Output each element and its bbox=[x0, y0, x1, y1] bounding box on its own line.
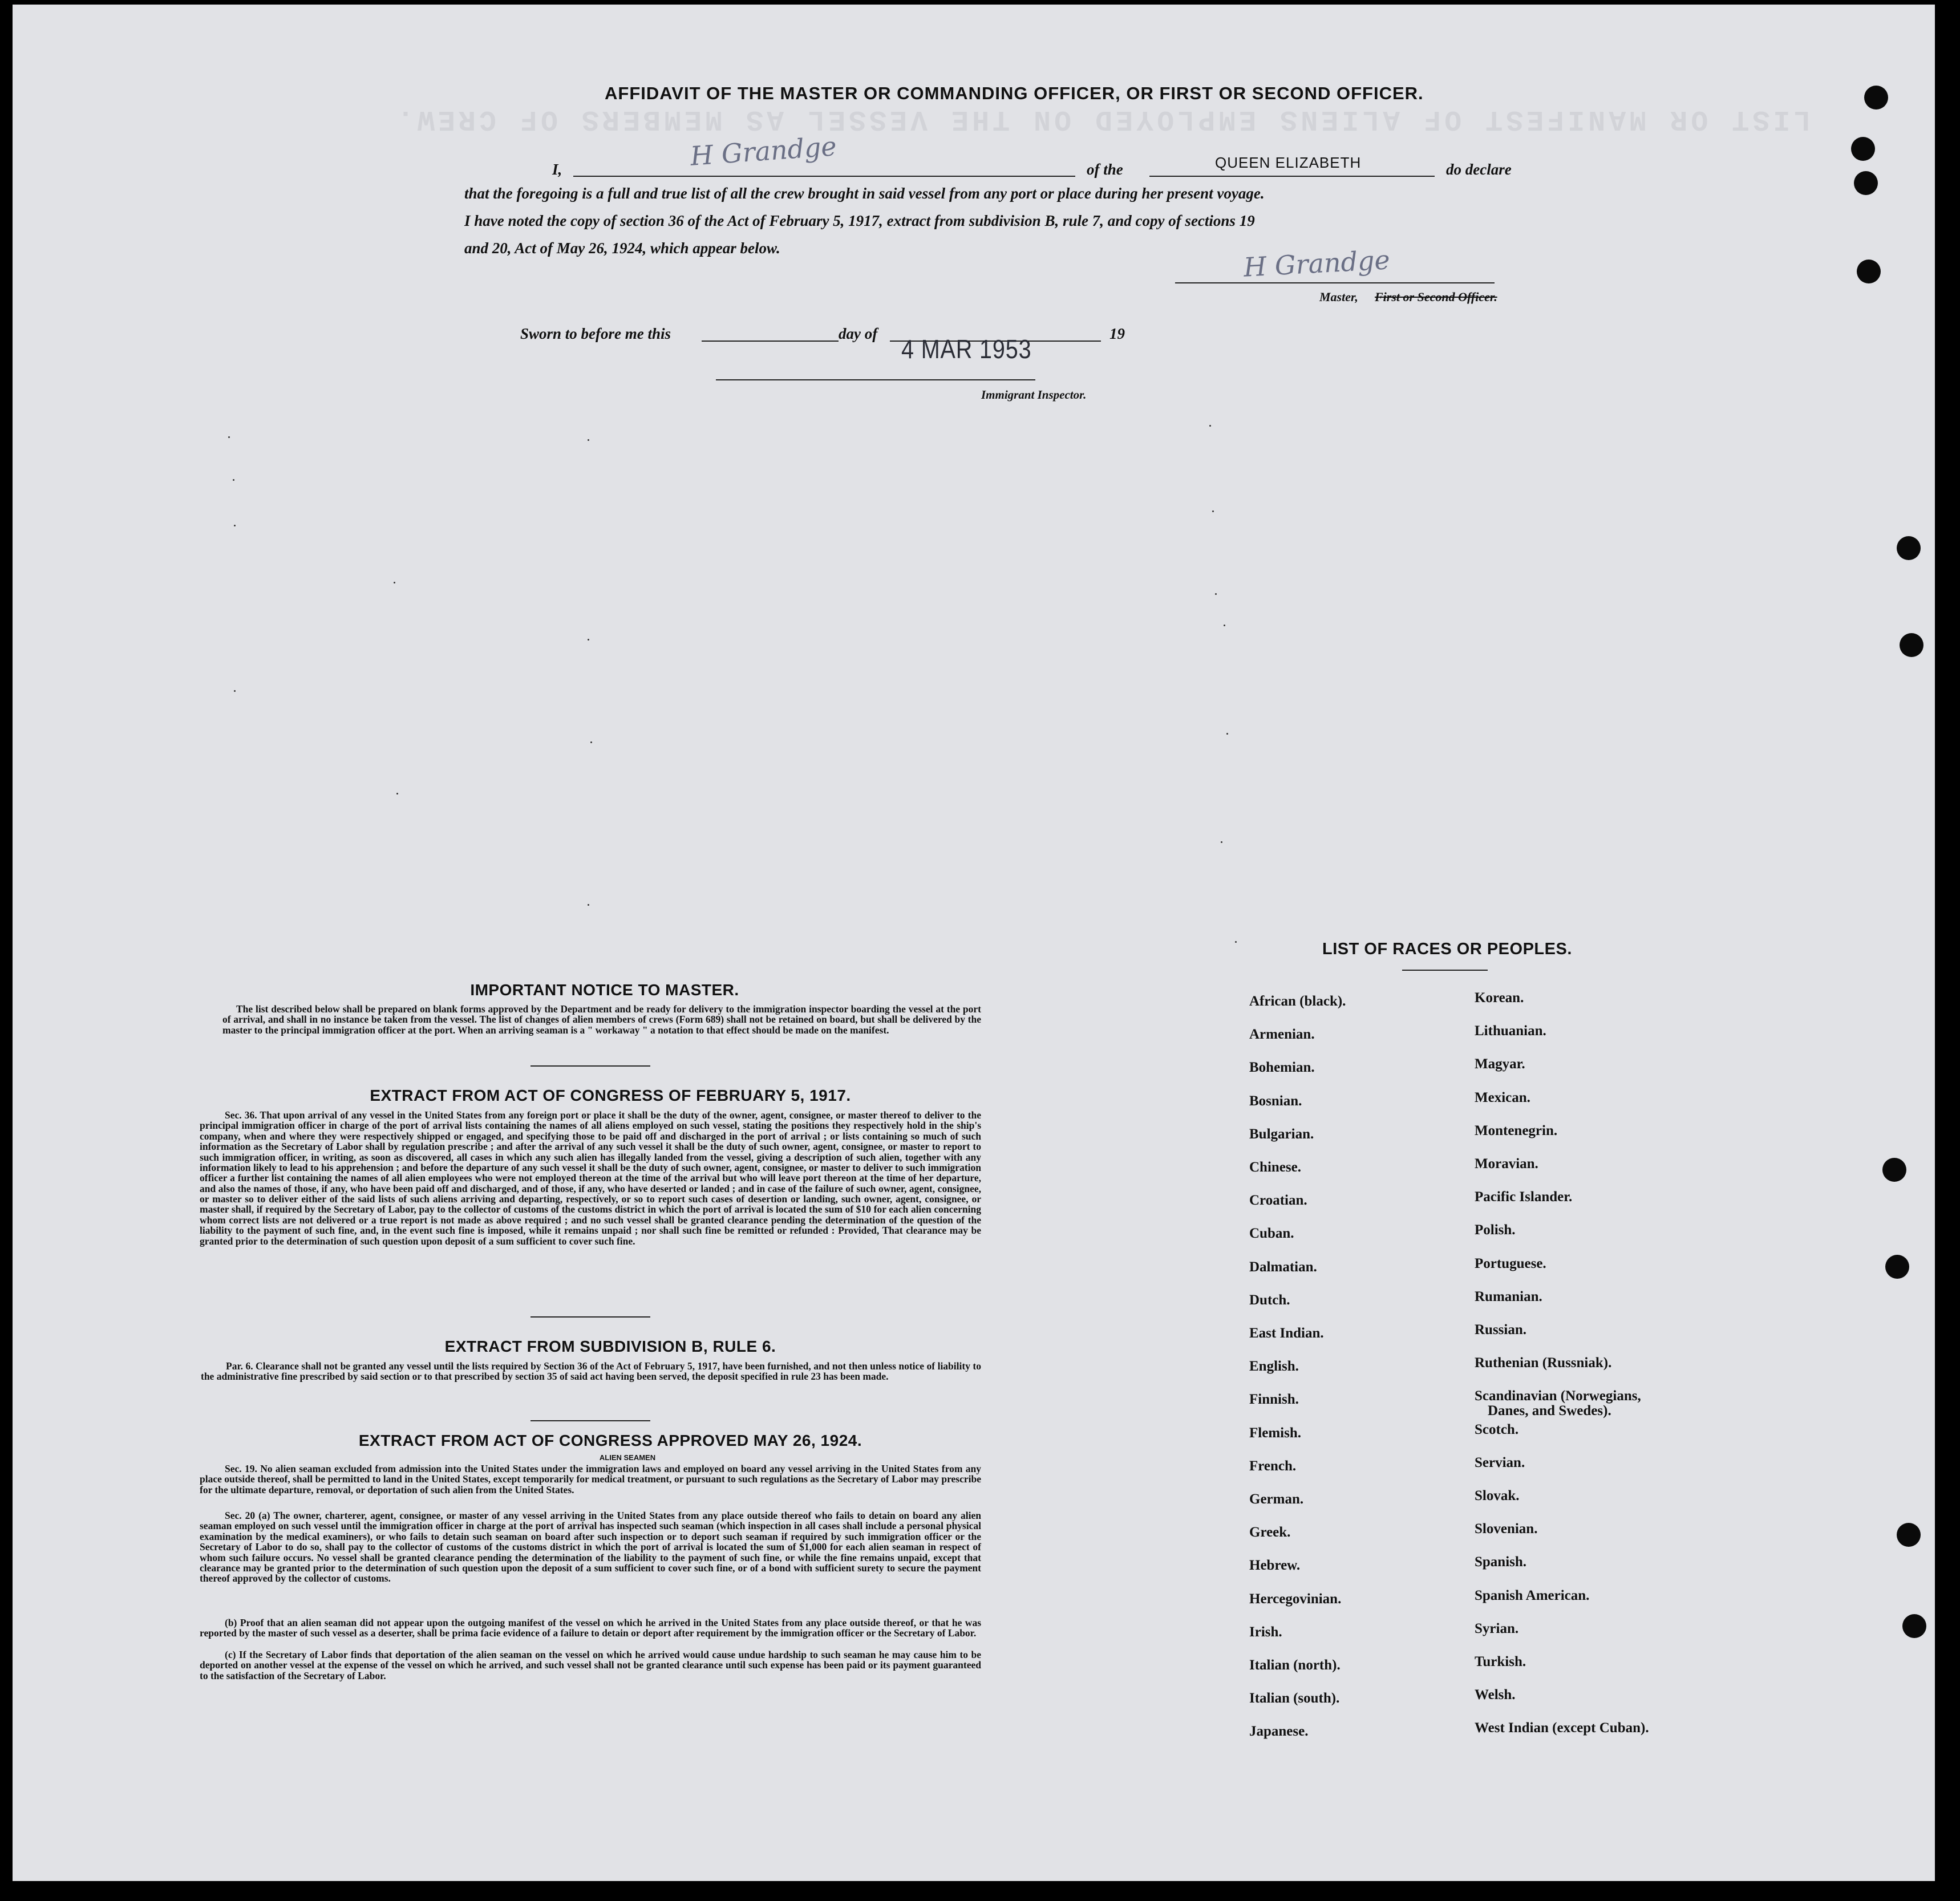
day-of-text: day of bbox=[839, 325, 878, 342]
race-item: East Indian. bbox=[1249, 1326, 1324, 1341]
speck bbox=[590, 741, 592, 743]
extract-rule-heading: EXTRACT FROM SUBDIVISION B, RULE 6. bbox=[444, 1337, 776, 1355]
race-item: Flemish. bbox=[1249, 1425, 1301, 1441]
race-item: Russian. bbox=[1475, 1322, 1527, 1337]
speck bbox=[234, 690, 236, 692]
affidavit-text-line2: that the foregoing is a full and true list of all the crew brought in said vessel from any port or place during her present voyage. bbox=[464, 185, 1265, 202]
punch-hole bbox=[1897, 536, 1921, 560]
race-item: Scotch. bbox=[1475, 1421, 1519, 1437]
race-item: Pacific Islander. bbox=[1475, 1189, 1573, 1205]
extract-1917-body: Sec. 36. That upon arrival of any vessel in the United States from any foreign port or place it shall be the duty of the owner, agent, consignee, or master thereof to deliver to the principal immigration officer in charge of the port of arrival lists containing the names of all aliens employed on such vessel, stating the positions they respectively hold in the ship's company, when and where they were respectively shipped or engaged, and specifying those to be paid off and discharged in the port of arrival ; or lists containing so much of such information as the Secretary of Labor shall by regulation prescribe ; and after the arrival of any such vessel it shall be the duty of such owner, agent, consignee, or master to report to such immigration officer, in writing, as soon as discovered, all cases in which any such alien has illegally landed from the vessel, giving a description of such alien, together with any information likely to lead to his apprehension ; and before the departure of any such vessel it shall be the duty of such owner, agent, consignee, or master to deliver to such immigration officer a further list containing the names of all alien employees who were not employed thereon at the time of the arrival but who will leave port thereon at the time of her departure, and also the names of those, if any, who have been paid off and discharged, and of those, if any, who have deserted or landed ; and in case of the failure of such owner, agent, consignee, or master so to deliver either of the said lists of such aliens arriving and departing, respectively, or so to report such cases of desertion or landing, such owner, agent, consignee, or master shall, if required by the Secretary of Labor, pay to the collector of customs of the customs district in which the port of arrival is located the sum of $10 for each alien concerning whom correct lists are not delivered or a true report is not made as above required ; and no such vessel shall be granted clearance pending the determination of the question of the liability to the payment of such fine, and, in the event such fine is imposed, while it remains unpaid ; nor shall such fine be remitted or refunded : Provided, That clearance may be granted prior to the determination of such question upon deposit of a sum sufficient to cover such fine. bbox=[200, 1109, 981, 1247]
races-heading: LIST OF RACES OR PEOPLES. bbox=[1322, 940, 1572, 958]
race-item: English. bbox=[1249, 1359, 1299, 1375]
punch-hole bbox=[1882, 1158, 1906, 1182]
race-item: Dutch. bbox=[1249, 1292, 1290, 1308]
race-item: Spanish American. bbox=[1475, 1587, 1590, 1603]
extract-1917-heading: EXTRACT FROM ACT OF CONGRESS OF FEBRUARY 5, 1917. bbox=[370, 1087, 851, 1104]
sworn-text: Sworn to before me this bbox=[520, 325, 671, 342]
punch-hole bbox=[1900, 633, 1923, 657]
race-item: Italian (north). bbox=[1249, 1657, 1341, 1673]
race-item: Rumanian. bbox=[1475, 1288, 1542, 1304]
race-item: French. bbox=[1249, 1458, 1297, 1474]
affidavit-i: I, bbox=[552, 161, 562, 178]
notice-body: The list described below shall be prepared on blank forms approved by the Department and be ready for delivery to the immigration inspector boarding the vessel at the port of arrival, and shall in no instance be taken from the vessel. The list of changes of alien members of crews (Form 689) shall not be retained on board, but shall be delivered by the master to the principal immigration officer at the port. When an arriving seaman is a " workaway " a notation to that effect should be made on the manifest. bbox=[222, 1003, 981, 1036]
speck bbox=[1235, 941, 1237, 943]
speck bbox=[1226, 733, 1228, 735]
race-item: Bohemian. bbox=[1249, 1060, 1315, 1076]
master-signature: H Grandge bbox=[1242, 244, 1391, 283]
extract-1924-sec20c: (c) If the Secretary of Labor finds that deportation of the alien seaman on the vessel on which he arrived would cause undue hardship to such seaman he may cause him to be deported on another vessel at the expense of the vessel on which he arrived, and such vessel shall not be granted clearance until such expense has been paid or its payment guaranteed to the satisfaction of the Secretary of Labor. bbox=[200, 1649, 981, 1681]
speck bbox=[1209, 425, 1211, 427]
race-item: Servian. bbox=[1475, 1454, 1525, 1470]
race-item: Mexican. bbox=[1475, 1089, 1530, 1105]
races-heading-underline bbox=[1402, 970, 1488, 971]
race-item: Scandinavian (Norwegians, bbox=[1475, 1388, 1641, 1404]
race-item: Montenegrin. bbox=[1475, 1122, 1558, 1138]
vessel-name-line bbox=[1149, 176, 1435, 177]
speck bbox=[588, 904, 589, 906]
race-item: Hercegovinian. bbox=[1249, 1591, 1342, 1607]
speck bbox=[228, 436, 230, 438]
race-item: Turkish. bbox=[1475, 1654, 1526, 1669]
punch-hole bbox=[1902, 1614, 1926, 1638]
affidavit-do-declare: do declare bbox=[1446, 161, 1512, 178]
race-item-continuation: Danes, and Swedes). bbox=[1488, 1403, 1611, 1418]
extract-1924-subheading: ALIEN SEAMEN bbox=[599, 1453, 656, 1462]
punch-hole bbox=[1851, 137, 1875, 161]
race-item: Ruthenian (Russniak). bbox=[1475, 1355, 1612, 1371]
race-item: Greek. bbox=[1249, 1525, 1291, 1541]
date-stamp: 4 MAR 1953 bbox=[901, 334, 1032, 364]
race-item: Chinese. bbox=[1249, 1160, 1301, 1175]
speck bbox=[1212, 510, 1214, 512]
section-divider bbox=[531, 1316, 650, 1318]
race-item: African (black). bbox=[1249, 994, 1346, 1009]
race-item: Magyar. bbox=[1475, 1056, 1525, 1072]
race-item: Slovenian. bbox=[1475, 1521, 1538, 1537]
sworn-day-line bbox=[702, 341, 839, 342]
declarant-name-line bbox=[573, 176, 1075, 177]
punch-hole bbox=[1885, 1255, 1909, 1279]
race-item: Italian (south). bbox=[1249, 1691, 1340, 1707]
race-item: Syrian. bbox=[1475, 1620, 1519, 1636]
race-item: Polish. bbox=[1475, 1222, 1516, 1238]
master-label: Master, bbox=[1319, 290, 1358, 304]
race-item: Dalmatian. bbox=[1249, 1259, 1317, 1275]
race-item: Finnish. bbox=[1249, 1392, 1299, 1408]
race-item: Spanish. bbox=[1475, 1554, 1527, 1570]
race-item: Japanese. bbox=[1249, 1724, 1309, 1740]
punch-hole bbox=[1857, 260, 1881, 283]
bleed-through-heading: LIST OR MANIFEST OF ALIENS EMPLOYED ON THE VESSEL AS MEMBERS OF CREW. bbox=[394, 103, 1811, 135]
punch-hole bbox=[1864, 86, 1888, 110]
affidavit-text-line4: and 20, Act of May 26, 1924, which appear below. bbox=[464, 240, 780, 257]
declarant-signature: H Grandge bbox=[689, 131, 838, 172]
extract-rule-body: Par. 6. Clearance shall not be granted any vessel until the lists required by Section 36 of the Act of February 5, 1917, have been furnished, and not then unless notice of liability to the administrative fine prescribed by said section or to that prescribed by section 35 of said act having been served, the deposit specified in rule 23 has been made. bbox=[201, 1360, 981, 1383]
notice-heading: IMPORTANT NOTICE TO MASTER. bbox=[470, 981, 739, 999]
race-item: Cuban. bbox=[1249, 1226, 1294, 1242]
race-item: Bosnian. bbox=[1249, 1093, 1302, 1109]
speck bbox=[394, 582, 395, 583]
race-item: Portuguese. bbox=[1475, 1255, 1546, 1271]
inspector-signature-line bbox=[716, 379, 1035, 380]
punch-hole bbox=[1897, 1523, 1921, 1547]
race-item: Hebrew. bbox=[1249, 1558, 1301, 1574]
inspector-label: Immigrant Inspector. bbox=[981, 388, 1087, 402]
race-item: Bulgarian. bbox=[1249, 1126, 1314, 1142]
extract-1924-sec20b: (b) Proof that an alien seaman did not appear upon the outgoing manifest of the vessel on which he arrived in the United States from any place outside thereof, or that he was reported by the master of such vessel as a deserter, shall be prima facie evidence of a failure to detain or deport after requirement by the immigration officer or the Secretary of Labor. bbox=[200, 1617, 981, 1639]
race-item: Irish. bbox=[1249, 1624, 1282, 1640]
struck-officer-label: First or Second Officer. bbox=[1375, 290, 1497, 304]
document-page bbox=[13, 5, 1935, 1881]
race-item: Croatian. bbox=[1249, 1193, 1307, 1209]
extract-1924-sec19: Sec. 19. No alien seaman excluded from admission into the United States under the immigration laws and employed on board any vessel arriving in the United States from any place outside thereof, shall be permitted to land in the United States, except temporarily for medical treatment, or pursuant to such regulations as the Secretary of Labor may prescribe for the ultimate departure, removal, or deportation of such alien from the United States. bbox=[200, 1463, 981, 1495]
speck bbox=[1221, 841, 1222, 843]
punch-hole bbox=[1854, 171, 1878, 195]
speck bbox=[234, 525, 236, 526]
race-item: Lithuanian. bbox=[1475, 1023, 1546, 1039]
speck bbox=[588, 439, 589, 441]
race-item: Slovak. bbox=[1475, 1488, 1520, 1503]
affidavit-of-the: of the bbox=[1087, 161, 1123, 178]
year-prefix: 19 bbox=[1109, 325, 1125, 342]
speck bbox=[233, 479, 234, 481]
section-divider bbox=[531, 1065, 650, 1067]
race-item: Welsh. bbox=[1475, 1687, 1516, 1703]
affidavit-title: AFFIDAVIT OF THE MASTER OR COMMANDING OFFICER, OR FIRST OR SECOND OFFICER. bbox=[605, 83, 1424, 103]
vessel-name: QUEEN ELIZABETH bbox=[1215, 154, 1362, 171]
speck bbox=[396, 793, 398, 795]
race-item: Korean. bbox=[1475, 990, 1524, 1006]
speck bbox=[588, 639, 589, 641]
extract-1924-heading: EXTRACT FROM ACT OF CONGRESS APPROVED MAY 26, 1924. bbox=[358, 1432, 862, 1449]
race-item: Armenian. bbox=[1249, 1027, 1315, 1043]
master-signature-line bbox=[1175, 282, 1495, 283]
speck bbox=[1224, 625, 1225, 626]
race-item: German. bbox=[1249, 1491, 1304, 1507]
speck bbox=[1215, 593, 1217, 595]
affidavit-text-line3: I have noted the copy of section 36 of the Act of February 5, 1917, extract from subdivision B, rule 7, and copy of sections 19 bbox=[464, 212, 1255, 229]
extract-1924-sec20a: Sec. 20 (a) The owner, charterer, agent, consignee, or master of any vessel arriving in the United States from any place outside thereof who fails to detain on board any alien seaman employed on such vessel until the immigration officer in charge at the port of arrival has inspected such seaman (which inspection in all cases shall include a personal physical examination by the medical examiners), or who fails to detain such seaman on board after such inspection or to deport such seaman if required by such immigration officer or the Secretary of Labor to do so, shall pay to the collector of customs of the customs district in which the port of arrival is located the sum of $1,000 for each alien seaman in respect of whom such failure occurs. No vessel shall be granted clearance pending the determination of the liability to the payment of such fine, or while the fine remains unpaid, except that clearance may be granted prior to the determination of such question upon the deposit of a sum sufficient to cover such fine, or of a bond with sufficient surety to secure the payment thereof approved by the collector of customs. bbox=[200, 1510, 981, 1584]
section-divider bbox=[531, 1420, 650, 1421]
race-item: West Indian (except Cuban). bbox=[1475, 1720, 1649, 1736]
race-item: Moravian. bbox=[1475, 1156, 1538, 1172]
